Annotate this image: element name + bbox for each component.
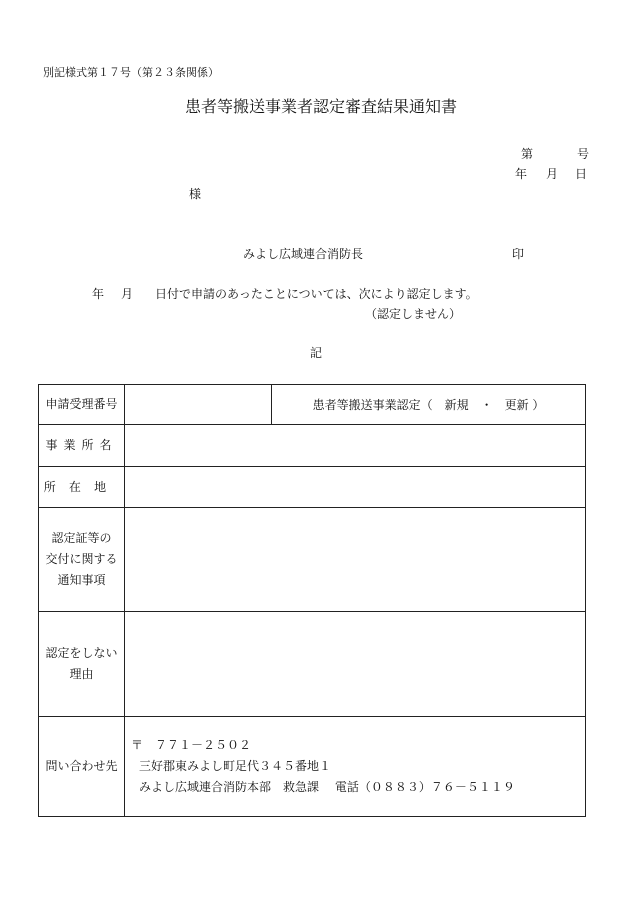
table-row	[39, 385, 586, 425]
table-row	[39, 508, 586, 612]
issuer-name: みよし広域連合消防長	[243, 247, 364, 261]
location-label: 所在地	[39, 467, 125, 508]
result-table	[38, 384, 586, 817]
date-day: 日	[575, 167, 588, 181]
number-suffix: 号	[577, 147, 590, 161]
contact-postal-code: 〒 ７７１－２５０２	[131, 738, 252, 752]
seal-mark: 印	[512, 247, 525, 261]
application-month: 月	[121, 287, 134, 301]
contact-info	[125, 717, 586, 817]
certificate-notice-field[interactable]	[125, 508, 586, 612]
date-year: 年	[515, 167, 528, 181]
form-reference: 別記様式第１７号（第２３条関係）	[43, 66, 219, 79]
table-row	[39, 717, 586, 817]
application-number-label: 申請受理番号	[39, 385, 125, 425]
non-certification-reason-field[interactable]	[125, 612, 586, 717]
decision-statement: 日付で申請のあったことについては、次により認定します。	[155, 287, 478, 301]
business-office-name-label: 事業所名	[39, 425, 125, 467]
table-row	[39, 467, 586, 508]
decision-alternative: （認定しません）	[365, 307, 462, 321]
application-number-field[interactable]	[125, 385, 272, 425]
certification-type-text: 患者等搬送事業認定（ 新規 ・ 更新 ）	[272, 385, 586, 425]
document-title: 患者等搬送事業者認定審査結果通知書	[185, 97, 458, 116]
number-prefix: 第	[521, 147, 534, 161]
ki-marker: 記	[310, 346, 323, 360]
date-month: 月	[546, 167, 559, 181]
contact-address: 三好郡東みよし町足代３４５番地１	[139, 759, 332, 773]
table-row	[39, 612, 586, 717]
non-certification-reason-label: 認定をしない 理由	[39, 612, 125, 717]
contact-label: 問い合わせ先	[39, 717, 125, 817]
location-field[interactable]	[125, 467, 586, 508]
business-office-name-field[interactable]	[125, 425, 586, 467]
table-row	[39, 425, 586, 467]
certificate-notice-label: 認定証等の 交付に関する 通知事項	[39, 508, 125, 612]
addressee-suffix: 様	[189, 187, 202, 201]
contact-office-phone: みよし広域連合消防本部 救急課 電話（０８８３）７６－５１１９	[139, 780, 515, 794]
application-year: 年	[92, 287, 105, 301]
